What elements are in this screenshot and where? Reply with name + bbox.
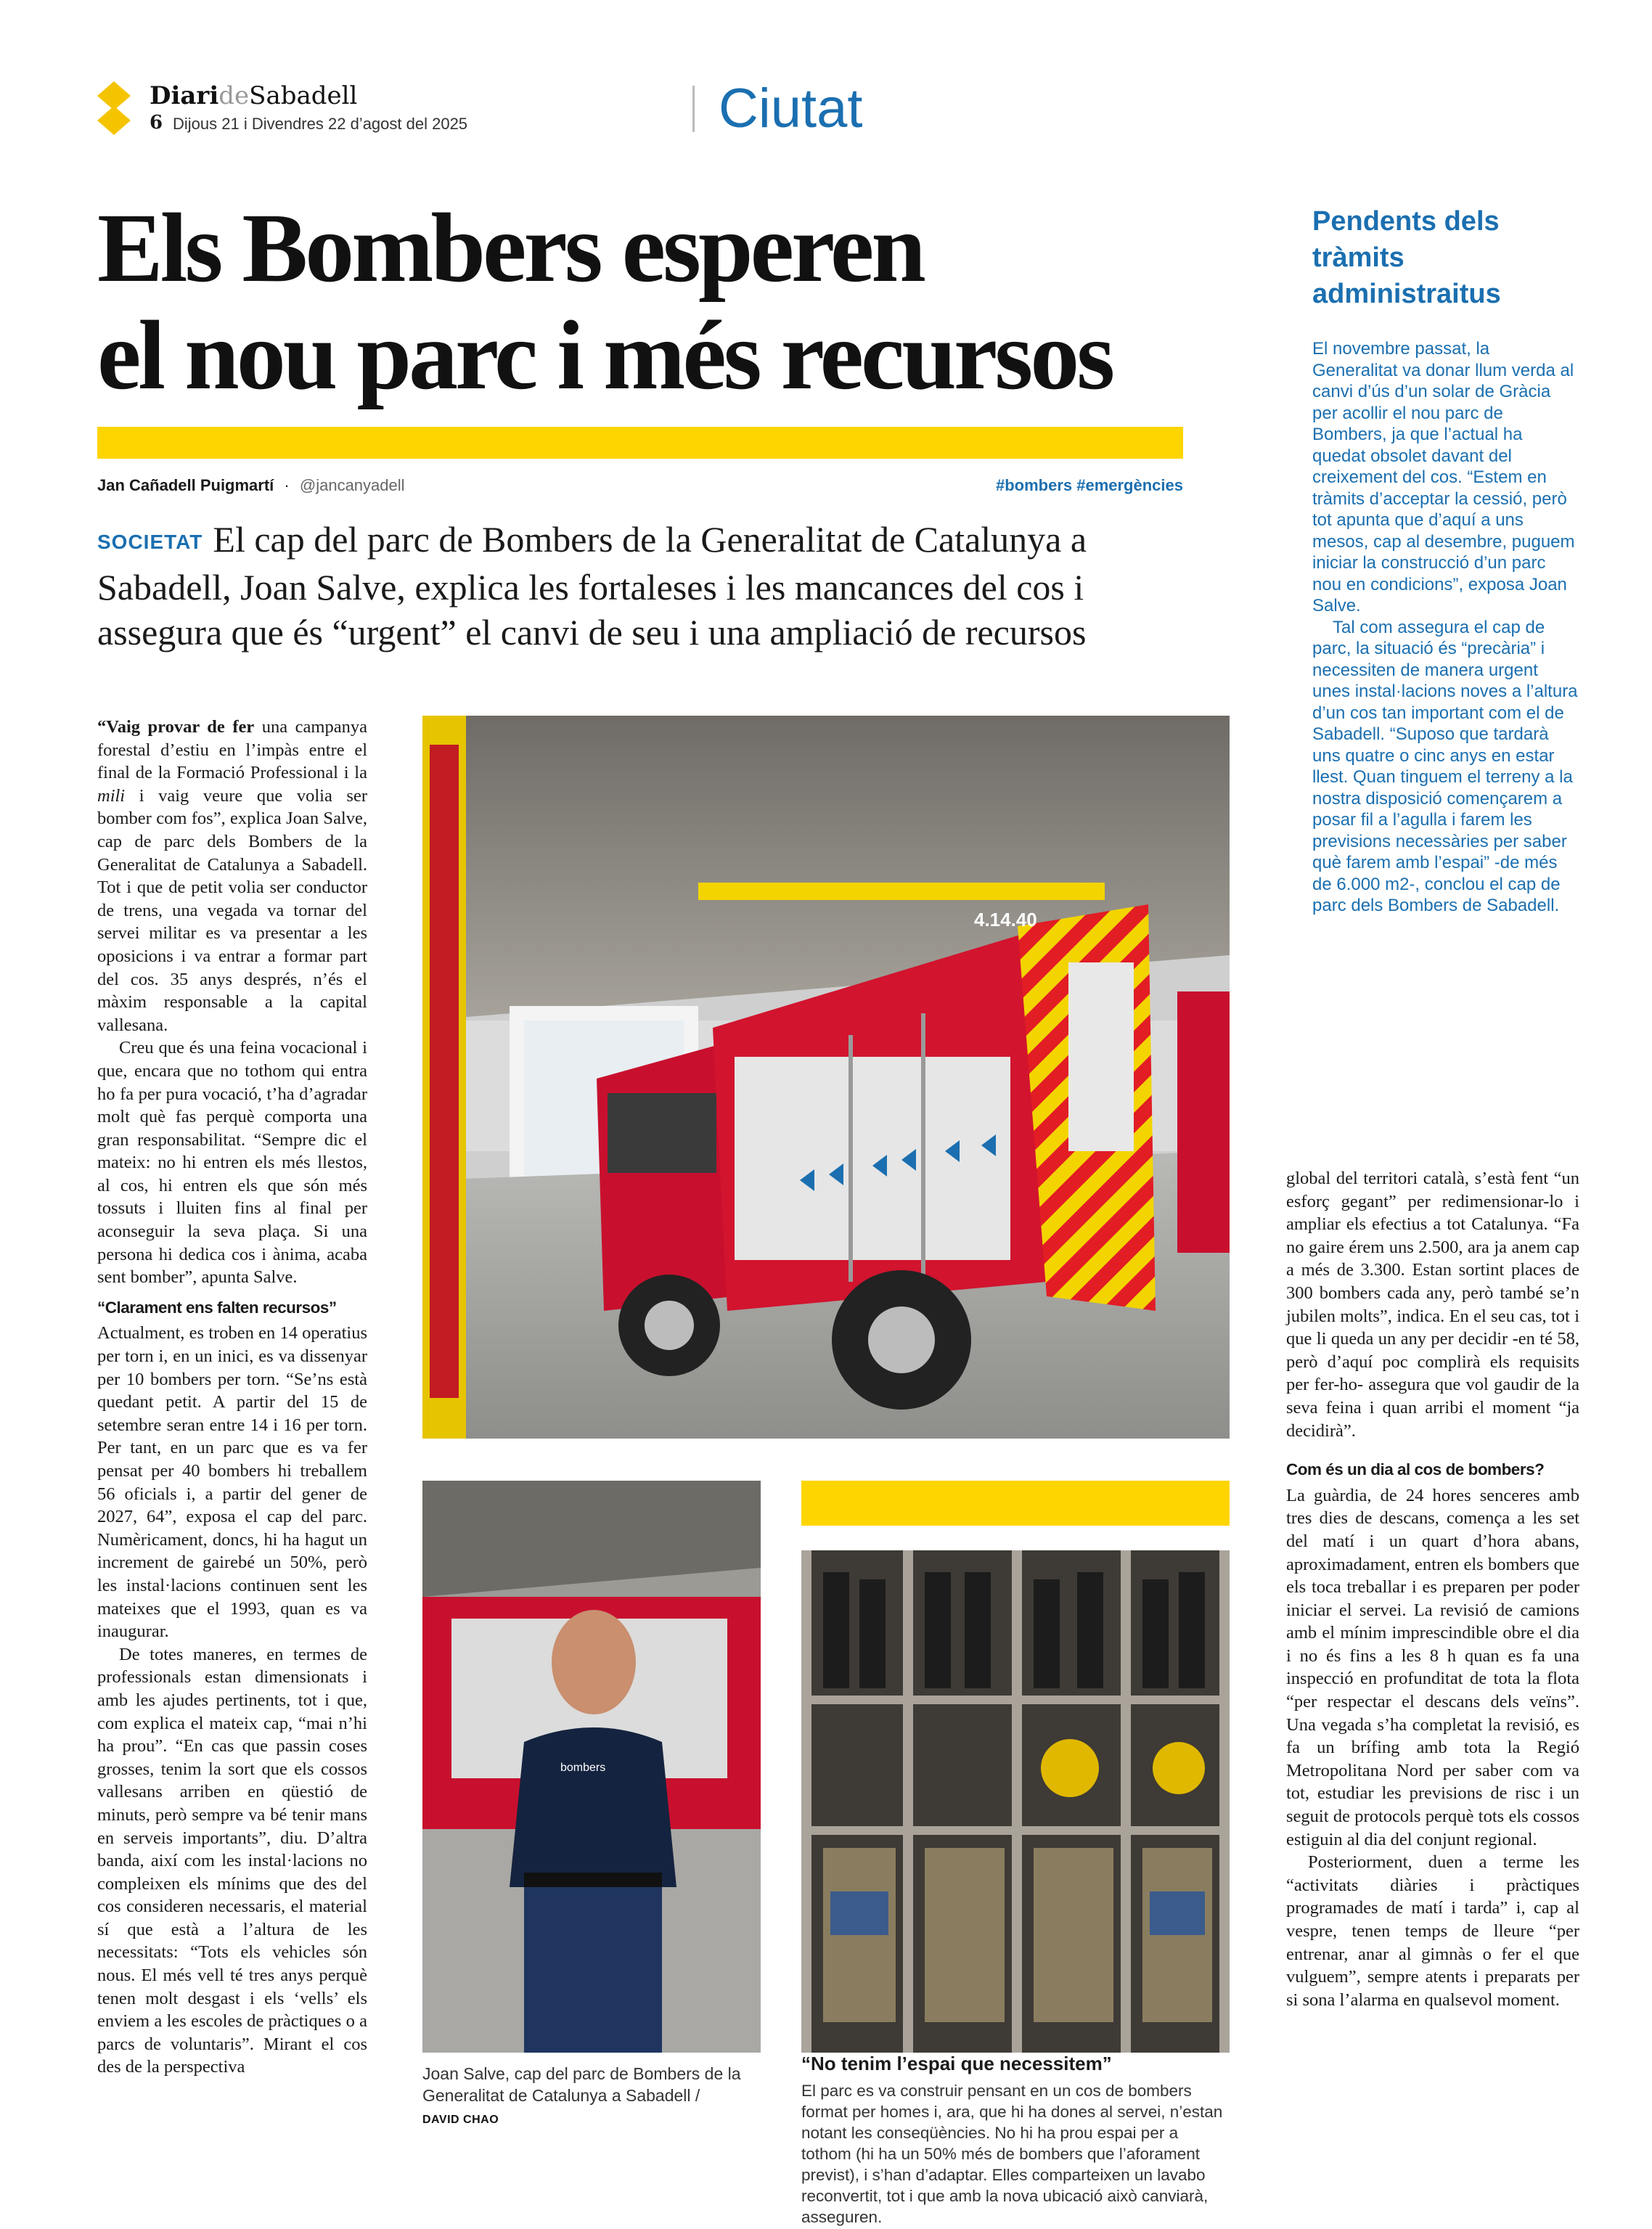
box-header-bar	[801, 1481, 1230, 1526]
body-paragraph	[97, 716, 367, 1036]
lede	[97, 517, 1186, 655]
drop-lead: “Vaig provar de fer	[97, 717, 255, 737]
truck-number: 4.14.40	[974, 909, 1037, 931]
sidebar-title: Pendents dels tràmits administraitus	[1312, 206, 1501, 309]
photo-caption	[422, 2063, 771, 2131]
sidebar-text	[1312, 338, 1579, 917]
article-tags[interactable]: #bombers #emergències	[995, 476, 1183, 494]
body-paragraph: Actualment, es troben en 14 operatius per torn i, en un inici, es va dissenyar per 10 bombers per torn. “Se’ns està quedant petit. A partir del 15 de setembre seran entre 14 i 16 per torn. Per tant, en un parc que es va fer pensat per 40 bombers hi treballem 56 oficials i, a partir del gener de 2027, 64”, exposa el cap del parc. Numèricament, doncs, hi ha hagut un increment de gairebé un 50%, però les instal·lacions continuen sent les mateixes que el 1993, quan es va inaugurar.	[97, 1323, 367, 1642]
byline	[97, 476, 405, 495]
author-name: Jan Cañadell Puigmartí	[97, 476, 274, 494]
body-paragraph: De totes maneres, en termes de professionals estan dimensionats i amb les ajudes pertinents, tot i que, com explica el mateix cap, “mai n’hi ha prou”. “En cas que passin coses grosses, tenim la sort que els cossos vallesans arriben en qüestió de minuts, però sempre va bé tenir mans en serveis importants”, diu. D’altra banda, així com les instal·lacions no compleixen els mínims que des del cos consideren necessaris, el material sí que està a l’altura de les necessitats: “Tots els vehicles són nous. El més vell té tres anys perquè tenen molt desgast i els ‘vells’ els enviem a les escoles de pràctiques o a parcs de voluntaris”. Mirant el cos des de la perspectiva	[97, 1644, 367, 2077]
body-emphasis: mili	[97, 785, 126, 806]
body-text: i vaig veure que volia ser bomber com fos”, explica Joan Salve, cap de parc dels Bombers de la Generalitat de Catalunya a Sabadell. Tot i que de petit volia ser conductor de trens, una vegada va tornar del servei militar es va presentar a les oposicions i va entrar a formar part del cos. 35 anys després, n’és el màxim responsable a la capital vallesana.	[97, 785, 367, 1035]
shield-icon	[97, 81, 131, 135]
brand-de: de	[218, 81, 250, 110]
subheading: Com és un dia al cos de bombers?	[1286, 1460, 1545, 1479]
brand-logo[interactable]	[150, 81, 357, 110]
portrait-photo	[422, 1481, 761, 2053]
boots-locker-photo	[801, 1550, 1230, 2053]
brand-city: Sabadell	[249, 81, 358, 110]
byline-separator: ·	[284, 476, 290, 494]
headline-line-1: Els Bombers esperen	[97, 194, 923, 303]
page-date: Dijous 21 i Divendres 22 d’agost del 2025	[173, 115, 468, 133]
sidebar-paragraph: Tal com assegura el cap de parc, la situació és “precària” i necessiten de manera urgent unes instal·lacions noves a l’altura d’un cos tan important com el de Sabadell. “Suposo que tardarà uns quatre o cinc anys en estar llest. Quan tinguem el terreny a la nostra disposició començarem a posar fil a l’agulla i farem les previsions necessàries per saber què farem amb l’espai” -de més de 6.000 m2-, conclou el cap de parc dels Bombers de Sabadell.	[1312, 617, 1578, 915]
author-handle[interactable]: @jancanyadell	[299, 476, 405, 494]
fire-truck-photo	[422, 716, 1230, 1439]
body-paragraph: Posteriorment, duen a terme les “activitats diàries i pràctiques programades de matí i tarda” i, cap al vespre, tenen temps de lleure “per entrenar, anar al gimnàs o fer el que vulguem”, sempre atents i preparats per si sona l’alarma en qualsevol moment.	[1286, 1852, 1579, 2010]
sidebar-paragraph: El novembre passat, la Generalitat va donar llum verda al canvi d’ús d’un solar de Gràcia per acollir el nou parc de Bombers, ja que l’actual ha quedat obsolet davant del creixement del cos. “Estem en tràmits d’acceptar la cessió, però tot apunta que d’aquí a uns mesos, cap al desembre, puguem iniciar la construcció d’un parc nou en condicions”, exposa Joan Salve.	[1312, 339, 1575, 615]
kicker: SOCIETAT	[97, 531, 203, 553]
section-title: Ciutat	[719, 78, 863, 139]
lede-text: El cap del parc de Bombers de la Generalitat de Catalunya a Sabadell, Joan Salve, explica les fortaleses i les mancances del cos i assegura que és “urgent” el canvi de seu i una ampliació de recursos	[97, 519, 1087, 653]
brand-bold: Diari	[150, 81, 219, 110]
body-paragraph: global del territori català, s’està fent “un esforç gegant” per redimensionar-lo i ampliar els efectius a tot Catalunya. “Fa no gaire érem uns 2.500, ara ja anem cap a més de 3.300. Estan sortint places de 300 bombers cada any, però també se’n jubilen molts”, indica. En el seu cas, tot i que li queda un any per decidir -en té 58, però d’aquí poc complirà els requisits per fer-ho- assegura que vol gaudir de la seva feina i quan arribi el moment “ja decidirà”.	[1286, 1169, 1579, 1441]
headline-line-2: el nou parc i més recursos	[97, 301, 1113, 410]
photo-credit: DAVID CHAO	[422, 2114, 499, 2126]
caption-text: Joan Salve, cap del parc de Bombers de la Generalitat de Catalunya a Sabadell /	[422, 2064, 741, 2105]
box-text: El parc es va construir pensant en un cos de bombers format per homes i, ara, que hi ha dones al servei, n’estan notant les conseqüències. No hi ha prou espai per a tothom (hi ha un 50% més de bombers que l’aforament previst), i s’han d’adaptar. Elles comparteixen un lavabo reconvertit, tot i que amb la nova ubicació això canviarà, asseguren.	[801, 2082, 1223, 2226]
body-text: una campanya forestal d’estiu en l’impàs entre el final de la Formació Professional i la	[97, 717, 367, 783]
subheading: “Clarament ens falten recursos”	[97, 1298, 337, 1317]
page-number: 6	[150, 112, 163, 134]
article-column-4	[1286, 1167, 1579, 2011]
box-heading: “No tenim l’espai que necessitem”	[801, 2053, 1112, 2074]
body-paragraph: La guàrdia, de 24 hores senceres amb tres dies de descans, comença a les set del matí i un quart d’hora abans, aproximadament, entren els bombers que els toca treballar i es preparen per poder iniciar el servei. La revisió de camions amb el mínim imprescindible obre el dia i no és fins a les 8 h quan es fa una inspecció en profunditat de tota la flota “per respectar el descans dels veïns”. Una vegada s’ha completat la revisió, es fa un brífing amb tota la Regió Metropolitana Nord per saber com va tot, estudiar les previsions de risc i un seguit de protocols perquè tots els cossos estiguin al dia del conjunt regional.	[1286, 1485, 1579, 1849]
article-column-1	[97, 716, 367, 2079]
headline	[97, 195, 1201, 409]
body-paragraph: Creu que és una feina vocacional i que, encara que no tothom qui entra ho fa per pura vocació, t’ha d’agradar molt què fas perquè comporta una gran responsabilitat. “Sempre dic el mateix: no hi entren els més llestos, al cos, hi entren els que són més tossuts i lluiten fins al final per aconseguir la seva plaça. Si una persona hi dedica cos i ànima, acaba sent bomber”, apunta Salve.	[97, 1038, 367, 1288]
shirt-label: bombers	[560, 1762, 606, 1774]
masthead-divider	[692, 86, 695, 132]
headline-rule	[97, 427, 1183, 459]
